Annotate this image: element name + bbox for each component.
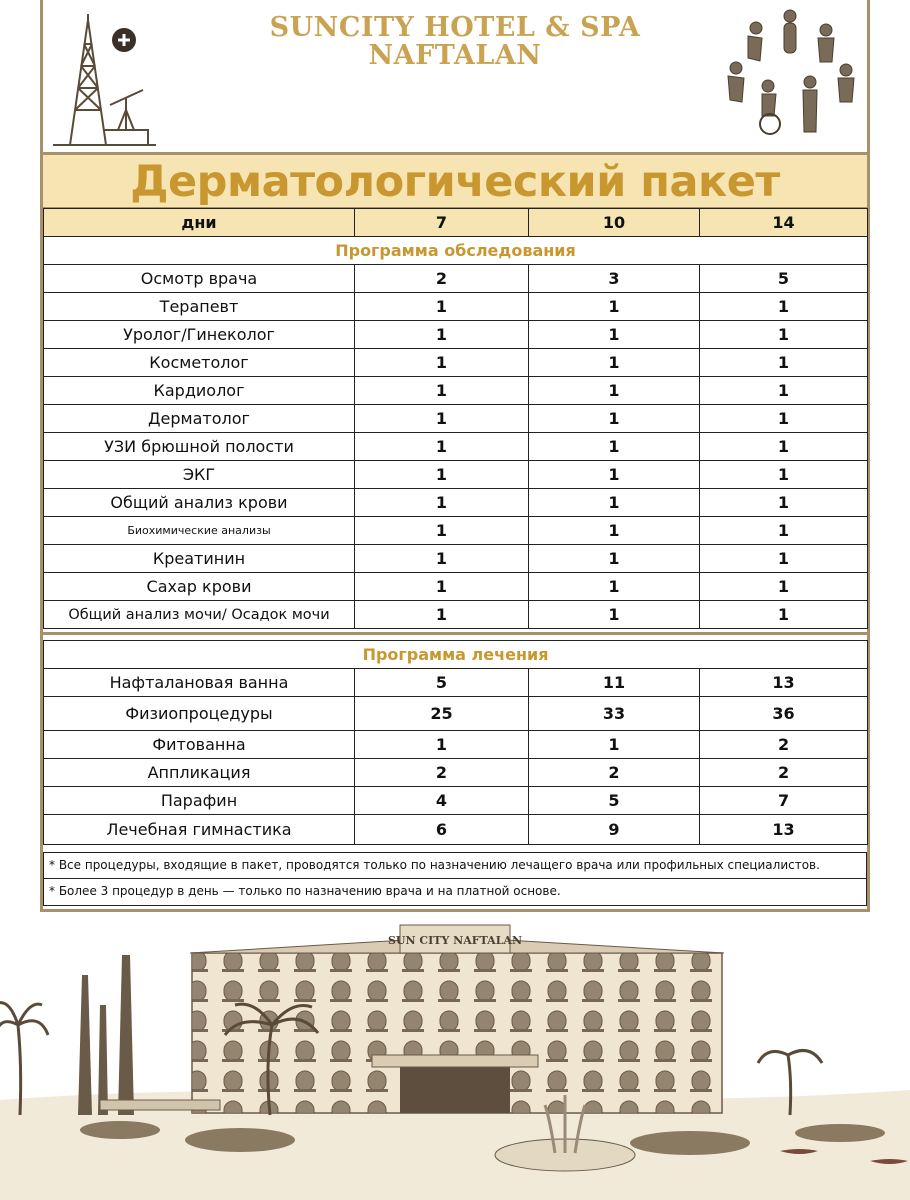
row-d3: 1 [700,293,868,321]
row-d2: 33 [529,697,700,731]
row-d1: 1 [355,461,529,489]
row-label: ЭКГ [44,461,355,489]
table-row [44,517,868,545]
footnotes [43,852,867,906]
exam-table [43,208,868,629]
treatment-section-title: Программа лечения [44,641,868,669]
row-d1: 6 [355,815,529,845]
table-row [44,815,868,845]
row-d1: 4 [355,787,529,815]
row-d3: 5 [700,265,868,293]
row-label: Сахар крови [44,573,355,601]
row-d3: 13 [700,669,868,697]
row-d1: 1 [355,731,529,759]
row-d1: 1 [355,293,529,321]
row-d3: 1 [700,349,868,377]
table-row [44,601,868,629]
row-d3: 13 [700,815,868,845]
row-d2: 5 [529,787,700,815]
row-d3: 1 [700,377,868,405]
row-d1: 1 [355,321,529,349]
row-label: Уролог/Гинеколог [44,321,355,349]
row-label: Косметолог [44,349,355,377]
row-d3: 1 [700,573,868,601]
page-title: Дерматологический пакет [130,157,780,207]
table-row [44,293,868,321]
row-label: УЗИ брюшной полости [44,433,355,461]
row-d1: 1 [355,349,529,377]
row-d3: 1 [700,517,868,545]
footnote-1: * Все процедуры, входящие в пакет, проводятся только по назначению лечащего врача или профильных специалистов. [43,852,867,879]
days-10: 10 [529,209,700,237]
exam-section-row [44,237,868,265]
days-14: 14 [700,209,868,237]
row-d3: 1 [700,489,868,517]
row-d2: 1 [529,601,700,629]
row-label: Физиопроцедуры [44,697,355,731]
table-row [44,545,868,573]
days-7: 7 [355,209,529,237]
row-d3: 1 [700,461,868,489]
row-d1: 5 [355,669,529,697]
table-row [44,349,868,377]
title-band [43,152,867,210]
row-d1: 1 [355,489,529,517]
table-row [44,731,868,759]
table-row [44,697,868,731]
row-d1: 1 [355,405,529,433]
row-label: Лечебная гимнастика [44,815,355,845]
row-d3: 1 [700,405,868,433]
row-d2: 1 [529,573,700,601]
row-label: Фитованна [44,731,355,759]
row-d1: 1 [355,433,529,461]
row-d2: 1 [529,433,700,461]
treatment-section-row [44,641,868,669]
row-d1: 1 [355,517,529,545]
row-d3: 2 [700,731,868,759]
brand-line-2: NAFTALAN [368,40,542,71]
row-label: Осмотр врача [44,265,355,293]
row-d3: 1 [700,601,868,629]
row-d1: 25 [355,697,529,731]
row-d2: 1 [529,489,700,517]
row-d2: 1 [529,731,700,759]
table-row [44,433,868,461]
table-row [44,377,868,405]
row-d1: 1 [355,601,529,629]
row-label: Кардиолог [44,377,355,405]
row-d3: 7 [700,787,868,815]
table-header-row [44,209,868,237]
footnote-2: * Более 3 процедур в день — только по назначению врача и на платной основе. [43,879,867,906]
row-d1: 1 [355,377,529,405]
row-d3: 1 [700,321,868,349]
row-d2: 11 [529,669,700,697]
row-d2: 1 [529,293,700,321]
row-d1: 1 [355,545,529,573]
row-d2: 1 [529,405,700,433]
oil-derrick-illustration [48,10,158,150]
row-d2: 1 [529,517,700,545]
row-label: Терапевт [44,293,355,321]
row-label: Креатинин [44,545,355,573]
hotel-brand [200,14,710,70]
row-label: Аппликация [44,759,355,787]
row-label: Общий анализ крови [44,489,355,517]
row-d2: 1 [529,349,700,377]
row-d3: 36 [700,697,868,731]
people-circle-illustration [718,6,863,146]
row-d1: 2 [355,265,529,293]
section-divider [43,632,867,640]
row-d1: 2 [355,759,529,787]
table-row [44,461,868,489]
row-d2: 2 [529,759,700,787]
table-row [44,489,868,517]
row-d3: 1 [700,433,868,461]
row-d2: 1 [529,321,700,349]
row-d3: 1 [700,545,868,573]
row-d2: 3 [529,265,700,293]
row-label: Парафин [44,787,355,815]
treatment-table [43,640,868,845]
row-label: Общий анализ мочи/ Осадок мочи [44,601,355,629]
row-label: Биохимические анализы [44,517,355,545]
row-d2: 9 [529,815,700,845]
brand-line-1: SUNCITY HOTEL & SPA [269,12,641,43]
row-label: Дерматолог [44,405,355,433]
row-d1: 1 [355,573,529,601]
table-row [44,669,868,697]
exam-section-title: Программа обследования [44,237,868,265]
table-row [44,759,868,787]
row-d2: 1 [529,545,700,573]
row-d3: 2 [700,759,868,787]
table-row [44,321,868,349]
table-row [44,265,868,293]
hotel-building-illustration [0,915,910,1200]
row-label: Нафталановая ванна [44,669,355,697]
table-row [44,405,868,433]
row-d2: 1 [529,377,700,405]
table-row [44,787,868,815]
row-d2: 1 [529,461,700,489]
days-label: дни [44,209,355,237]
hotel-sign-text: SUN CITY NAFTALAN [387,934,523,947]
table-row [44,573,868,601]
